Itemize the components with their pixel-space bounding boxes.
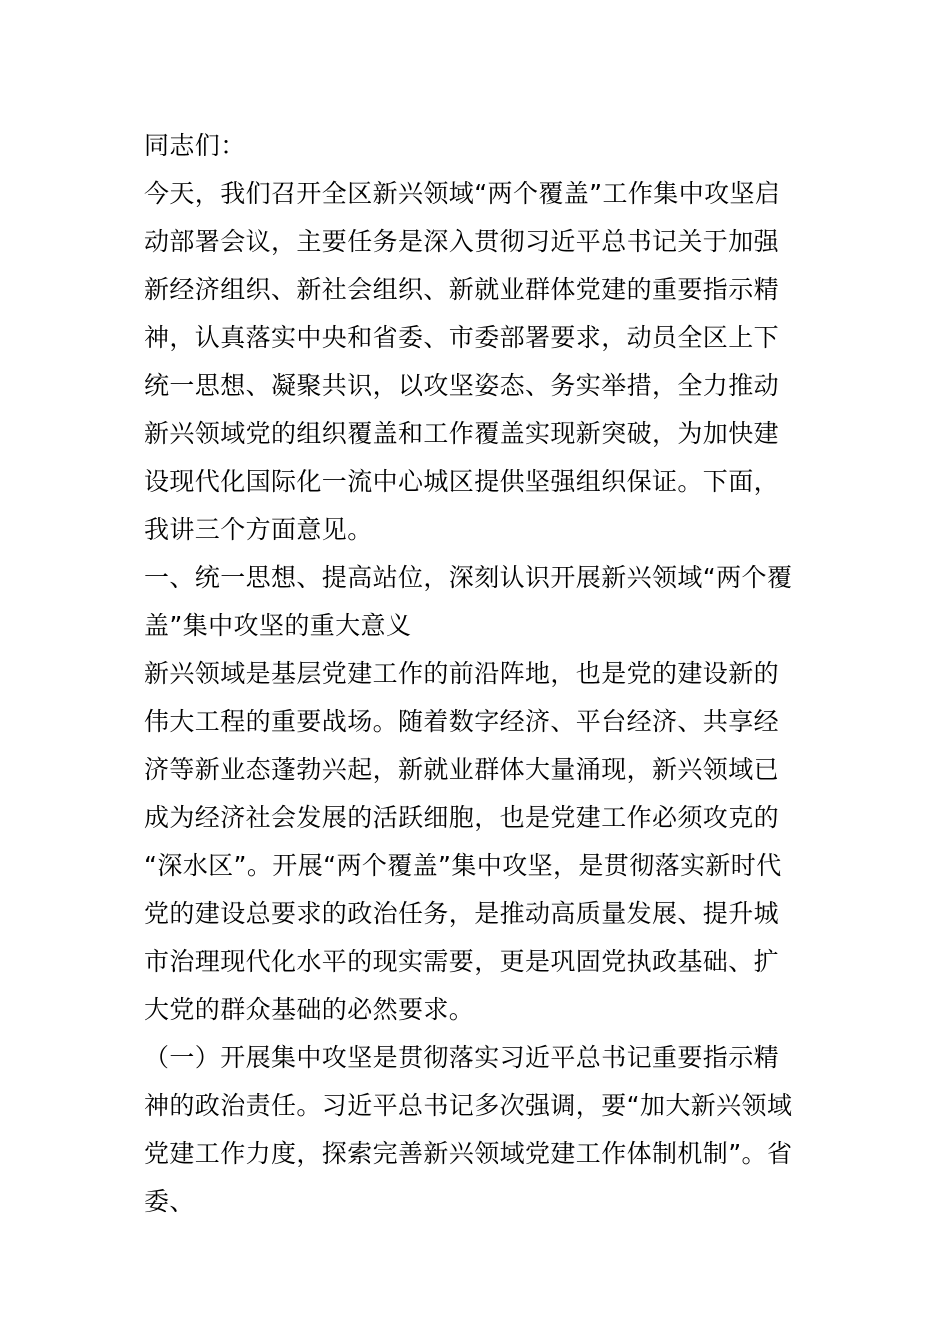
paragraph-line: 新经济组织、新社会组织、新就业群体党建的重要指示精 — [144, 275, 780, 304]
paragraph-line: 神的政治责任。习近平总书记多次强调，要“加大新兴领域 — [144, 1091, 793, 1120]
paragraph-line: 动部署会议，主要任务是深入贯彻习近平总书记关于加强 — [144, 227, 780, 256]
paragraph-line: 神，认真落实中央和省委、市委部署要求，动员全区上下 — [144, 323, 780, 352]
paragraph-line: 设现代化国际化一流中心城区提供坚强组织保证。下面， — [144, 467, 780, 496]
paragraph-line: 伟大工程的重要战场。随着数字经济、平台经济、共享经 — [144, 707, 780, 736]
subsection-line: （一）开展集中攻坚是贯彻落实习近平总书记重要指示精 — [144, 1043, 780, 1072]
paragraph-line: 大党的群众基础的必然要求。 — [144, 995, 475, 1024]
paragraph-line: “深水区”。开展“两个覆盖”集中攻坚，是贯彻落实新时代 — [144, 851, 782, 880]
document-body — [144, 122, 810, 1226]
paragraph-line: 成为经济社会发展的活跃细胞，也是党建工作必须攻克的 — [144, 803, 780, 832]
paragraph-line: 今天，我们召开全区新兴领域“两个覆盖”工作集中攻坚启 — [144, 179, 781, 208]
paragraph-line: 党建工作力度，探索完善新兴领域党建工作体制机制”。省 — [144, 1139, 793, 1168]
paragraph-line: 委、 — [144, 1187, 195, 1216]
paragraph-line: 党的建设总要求的政治任务，是推动高质量发展、提升城 — [144, 899, 780, 928]
paragraph-line: 新兴领域党的组织覆盖和工作覆盖实现新突破，为加快建 — [144, 419, 780, 448]
paragraph-line: 新兴领域是基层党建工作的前沿阵地，也是党的建设新的 — [144, 659, 780, 688]
paragraph-line: 济等新业态蓬勃兴起，新就业群体大量涌现，新兴领域已 — [144, 755, 780, 784]
section-heading-line: 盖”集中攻坚的重大意义 — [144, 611, 412, 640]
paragraph-line: 统一思想、凝聚共识，以攻坚姿态、务实举措，全力推动 — [144, 371, 780, 400]
section-heading-line: 一、统一思想、提高站位，深刻认识开展新兴领域“两个覆 — [144, 563, 793, 592]
paragraph-line: 市治理现代化水平的现实需要，更是巩固党执政基础、扩 — [144, 947, 780, 976]
paragraph-line: 我讲三个方面意见。 — [144, 515, 373, 544]
salutation: 同志们： — [144, 131, 246, 160]
